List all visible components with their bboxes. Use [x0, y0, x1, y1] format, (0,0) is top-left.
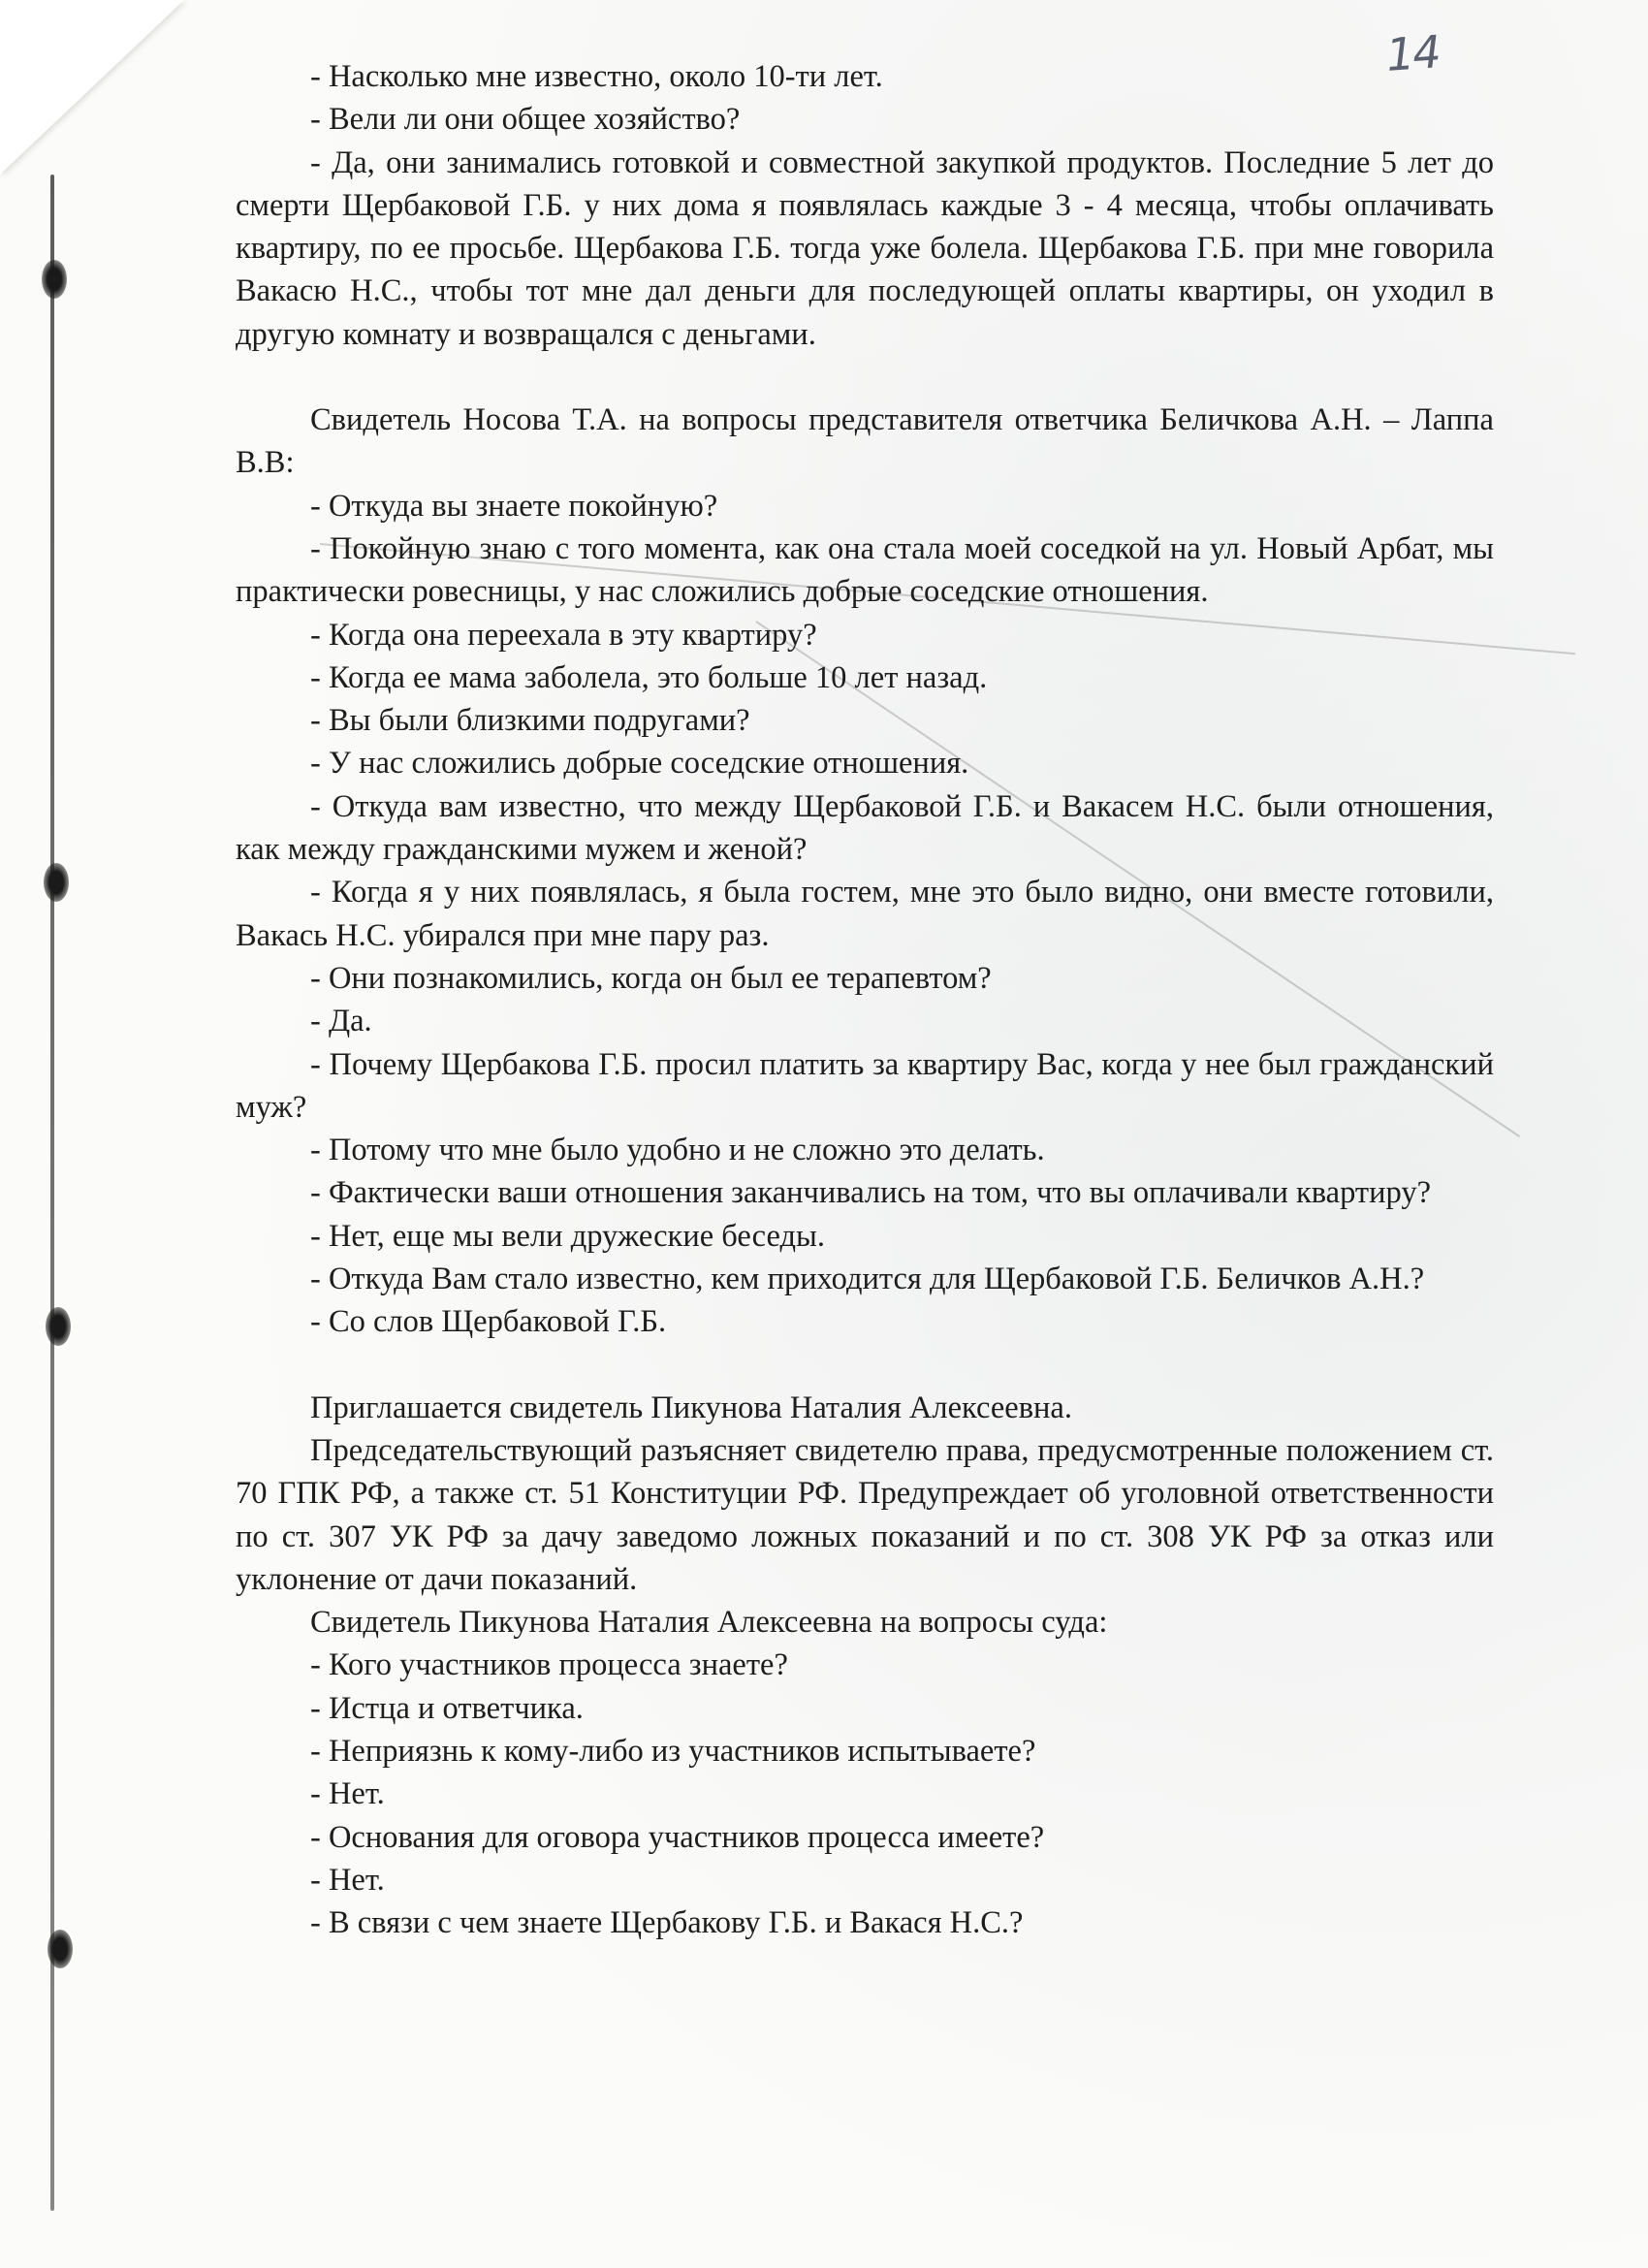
- paragraph: - Вели ли они общее хозяйство?: [310, 102, 741, 138]
- paragraph: - Нет.: [310, 1862, 385, 1898]
- paragraph: - Откуда вам известно, что между Щербаковой Г.Б. и Вакасем Н.С. были отношения, как между гражданскими мужем и женой?: [236, 788, 1494, 868]
- paragraph: - Кого участников процесса знаете?: [310, 1647, 788, 1683]
- paragraph: Свидетель Носова Т.А. на вопросы представителя ответчика Беличкова А.Н. – Лаппа В.В:: [236, 402, 1494, 481]
- paragraph: - Покойную знаю с того момента, как она стала моей соседкой на ул. Новый Арбат, мы практически ровесницы, у нас сложились добрые соседские отношения.: [236, 530, 1494, 610]
- paragraph: - В связи с чем знаете Щербакову Г.Б. и Вакася Н.С.?: [310, 1905, 1024, 1941]
- paragraph: Председательствующий разъясняет свидетелю права, предусмотренные положением ст. 70 ГПК РФ, а также ст. 51 Конституции РФ. Предупреждает об уголовной ответственности по ст. 307 УК РФ за дачу заведомо ложных показаний и по ст. 308 УК РФ за отказ или уклонение от дачи показаний.: [236, 1432, 1494, 1597]
- paragraph: - Истца и ответчика.: [310, 1690, 584, 1726]
- binding-hole: [42, 260, 67, 299]
- paragraph: - Со слов Щербаковой Г.Б.: [310, 1304, 667, 1340]
- paragraph: - Откуда Вам стало известно, кем приходится для Щербаковой Г.Б. Беличков А.Н.?: [310, 1262, 1425, 1297]
- paragraph: Свидетель Пикунова Наталия Алексеевна на вопросы суда:: [310, 1605, 1108, 1641]
- paragraph: - Да, они занимались готовкой и совместной закупкой продуктов. Последние 5 лет до смерти Щербаковой Г.Б. у них дома я появлялась каждые 3 - 4 месяца, чтобы оплачивать квартиру, по ее просьбе. Щербакова Г.Б. тогда уже болела. Щербакова Г.Б. при мне говорила Вакасю Н.С., чтобы тот мне дал деньги для последующей оплаты квартиры, он уходил в другую комнату и возвращался с деньгами.: [236, 144, 1494, 352]
- binding-thread: [50, 175, 54, 2211]
- paragraph: - Когда я у них появлялась, я была гостем, мне это было видно, они вместе готовили, Вакась Н.С. убирался при мне пару раз.: [236, 875, 1494, 953]
- paragraph: - Фактически ваши отношения заканчивались на том, что вы оплачивали квартиру?: [310, 1175, 1432, 1211]
- folded-corner: [0, 0, 184, 175]
- binding-hole: [48, 1930, 73, 1968]
- paragraph: - Нет, еще мы вели дружеские беседы.: [310, 1218, 825, 1254]
- paragraph: - У нас сложились добрые соседские отношения.: [310, 746, 969, 782]
- paragraph: - Насколько мне известно, около 10-ти лет.: [310, 59, 883, 94]
- paragraph: - Откуда вы знаете покойную?: [310, 488, 718, 524]
- paragraph: - Они познакомились, когда он был ее терапевтом?: [310, 960, 992, 996]
- paragraph: - Основания для оговора участников процесса имеете?: [310, 1819, 1045, 1855]
- paragraph: - Неприязнь к кому-либо из участников испытываете?: [310, 1733, 1036, 1769]
- paragraph: - Потому что мне было удобно и не сложно это делать.: [310, 1133, 1045, 1168]
- binding-hole: [46, 1307, 71, 1346]
- document-body: [236, 55, 1494, 1944]
- binding-hole: [44, 863, 69, 902]
- page-number: 14: [1384, 25, 1442, 81]
- paragraph: - Вы были близкими подругами?: [310, 703, 750, 739]
- paragraph: - Когда она переехала в эту квартиру?: [310, 617, 817, 653]
- paragraph: - Нет.: [310, 1776, 385, 1812]
- paragraph: - Да.: [310, 1004, 372, 1039]
- paragraph: - Почему Щербакова Г.Б. просил платить за квартиру Вас, когда у нее был гражданский муж?: [236, 1046, 1494, 1125]
- paragraph: - Когда ее мама заболела, это больше 10 лет назад.: [310, 659, 988, 695]
- paragraph: Приглашается свидетель Пикунова Наталия Алексеевна.: [310, 1390, 1072, 1425]
